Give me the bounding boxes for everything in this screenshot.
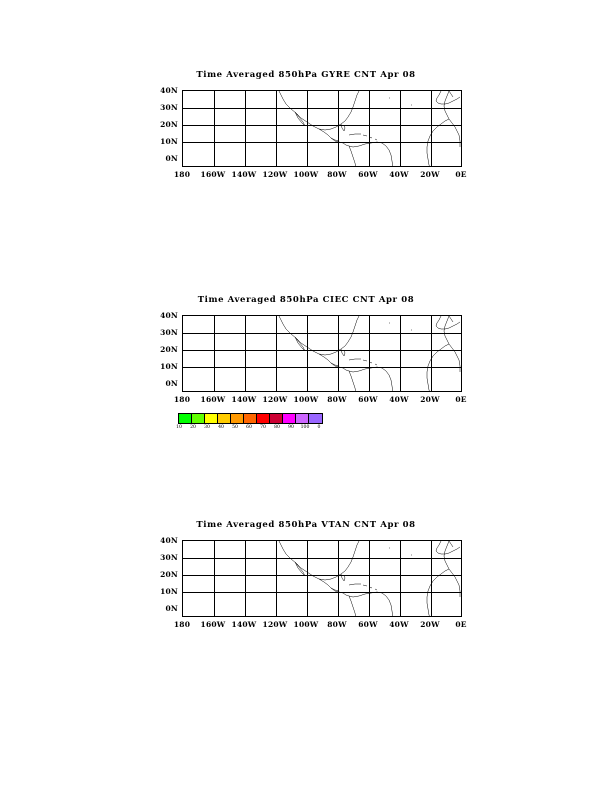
y-tick-label: 20N: [160, 120, 178, 129]
colorbar-tick-label: 70: [260, 425, 266, 430]
y-tick-label: 40N: [160, 86, 178, 95]
colorbar-swatch: [309, 414, 322, 423]
colorbar-tick-label: 60: [246, 425, 252, 430]
y-tick-label: 30N: [160, 553, 178, 562]
colorbar-tick-label: 100: [300, 425, 310, 430]
x-tick-label: 20W: [420, 395, 440, 404]
y-tick-label: 0N: [165, 604, 178, 613]
coastline-map: [183, 541, 462, 617]
map-frame-vtan: [182, 540, 462, 617]
x-tick-label: 120W: [262, 170, 288, 179]
coastline-map: [183, 316, 462, 392]
colorbar: [178, 413, 323, 424]
colorbar-swatch: [179, 414, 192, 423]
y-tick-label: 40N: [160, 536, 178, 545]
colorbar-swatch: [218, 414, 231, 423]
x-tick-label: 80W: [327, 395, 347, 404]
y-tick-label: 0N: [165, 154, 178, 163]
colorbar-swatch: [205, 414, 218, 423]
colorbar-tick-label: 10: [176, 425, 182, 430]
x-tick-label: 160W: [200, 395, 226, 404]
colorbar-tick-label: 30: [204, 425, 210, 430]
y-tick-label: 20N: [160, 570, 178, 579]
coastline-map: [183, 91, 462, 167]
colorbar-swatch: [192, 414, 205, 423]
panel-vtan: [0, 510, 612, 640]
panel-title-vtan: Time Averaged 850hPa VTAN CNT Apr 08: [196, 520, 416, 530]
colorbar-swatch: [231, 414, 244, 423]
y-tick-label: 10N: [160, 362, 178, 371]
colorbar-tick-label: 0: [317, 425, 321, 430]
panel-ciec: [0, 285, 612, 450]
colorbar-tick-label: 90: [288, 425, 294, 430]
y-tick-label: 10N: [160, 587, 178, 596]
x-tick-label: 100W: [293, 620, 319, 629]
x-tick-label: 60W: [358, 620, 378, 629]
x-tick-label: 160W: [200, 170, 226, 179]
x-tick-label: 180: [173, 395, 191, 404]
x-tick-label: 120W: [262, 395, 288, 404]
x-tick-label: 180: [173, 170, 191, 179]
x-tick-label: 140W: [231, 395, 257, 404]
x-tick-label: 40W: [389, 620, 409, 629]
y-tick-label: 40N: [160, 311, 178, 320]
x-tick-label: 140W: [231, 620, 257, 629]
y-tick-label: 10N: [160, 137, 178, 146]
colorbar-tick-label: 20: [190, 425, 196, 430]
y-tick-label: 20N: [160, 345, 178, 354]
x-tick-label: 100W: [293, 395, 319, 404]
colorbar-swatch: [257, 414, 270, 423]
y-tick-label: 0N: [165, 379, 178, 388]
panel-title-ciec: Time Averaged 850hPa CIEC CNT Apr 08: [197, 295, 415, 305]
x-tick-label: 20W: [420, 620, 440, 629]
y-tick-label: 30N: [160, 328, 178, 337]
colorbar-tick-label: 80: [274, 425, 280, 430]
colorbar-swatch: [296, 414, 309, 423]
x-tick-label: 80W: [327, 170, 347, 179]
y-tick-label: 30N: [160, 103, 178, 112]
x-tick-label: 0E: [455, 620, 467, 629]
x-tick-label: 80W: [327, 620, 347, 629]
x-tick-label: 160W: [200, 620, 226, 629]
colorbar-swatch: [244, 414, 257, 423]
x-tick-label: 60W: [358, 170, 378, 179]
map-frame-ciec: [182, 315, 462, 392]
x-tick-label: 40W: [389, 170, 409, 179]
x-tick-label: 20W: [420, 170, 440, 179]
colorbar-tick-label: 40: [218, 425, 224, 430]
x-tick-label: 0E: [455, 170, 467, 179]
panel-title-gyre: Time Averaged 850hPa GYRE CNT Apr 08: [196, 70, 416, 80]
x-tick-label: 140W: [231, 170, 257, 179]
colorbar-tick-label: 50: [232, 425, 238, 430]
colorbar-swatch: [270, 414, 283, 423]
x-tick-label: 120W: [262, 620, 288, 629]
x-tick-label: 40W: [389, 395, 409, 404]
x-tick-label: 180: [173, 620, 191, 629]
colorbar-labels: [176, 425, 333, 430]
x-tick-label: 0E: [455, 395, 467, 404]
colorbar-swatch: [283, 414, 296, 423]
map-frame-gyre: [182, 90, 462, 167]
x-tick-label: 60W: [358, 395, 378, 404]
panel-gyre: [0, 60, 612, 190]
x-tick-label: 100W: [293, 170, 319, 179]
